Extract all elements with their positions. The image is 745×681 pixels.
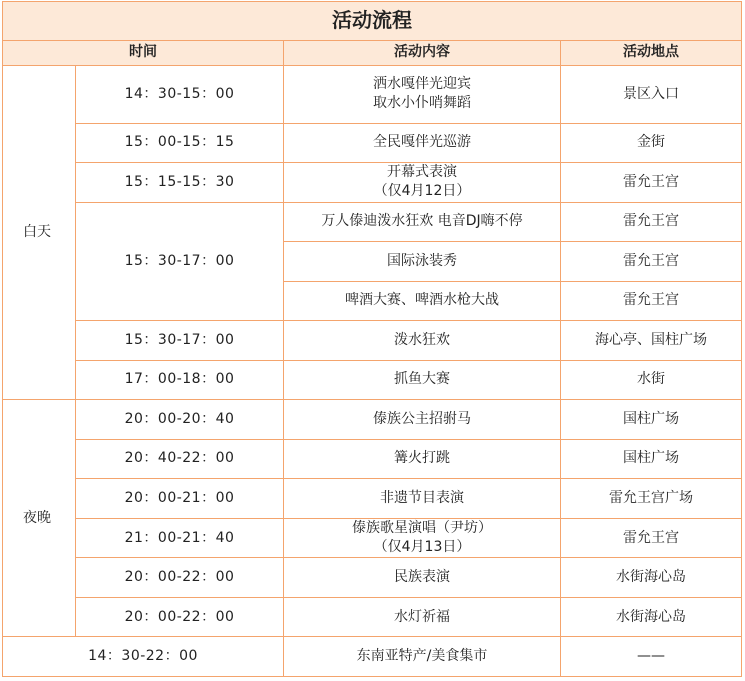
- content-cell: 泼水狂欢: [284, 321, 561, 361]
- location-cell: 国柱广场: [561, 439, 742, 479]
- content-line: 取水小仆哨舞蹈: [373, 95, 471, 112]
- location-cell: 雷允王宫广场: [561, 479, 742, 519]
- table-row: [3, 321, 742, 361]
- content-cell: 国际泳装秀: [284, 242, 561, 282]
- content-line: 开幕式表演: [387, 164, 457, 181]
- time-cell: 15：30-17：00: [76, 321, 284, 361]
- content-cell: [284, 65, 561, 123]
- location-cell: ——: [561, 637, 742, 677]
- location-cell: 雷允王宫: [561, 281, 742, 321]
- time-cell: 20：00-22：00: [76, 597, 284, 637]
- header-location: 活动地点: [561, 40, 742, 65]
- location-cell: 景区入口: [561, 65, 742, 123]
- content-line: （仅4月12日）: [373, 183, 471, 200]
- header-content: 活动内容: [284, 40, 561, 65]
- table-row: [3, 400, 742, 440]
- time-cell: 20：00-20：40: [76, 400, 284, 440]
- time-cell: 20：40-22：00: [76, 439, 284, 479]
- header-time: 时间: [3, 40, 284, 65]
- location-cell: 国柱广场: [561, 400, 742, 440]
- time-cell: 21：00-21：40: [76, 518, 284, 558]
- content-line: （仅4月13日）: [373, 539, 471, 555]
- content-cell: 全民嘎伴光巡游: [284, 123, 561, 163]
- location-cell: 雷允王宫: [561, 163, 742, 203]
- table-row: [3, 479, 742, 519]
- content-cell: [284, 518, 561, 558]
- table-row: [3, 439, 742, 479]
- content-line: 傣族歌星演唱（尹坊）: [352, 520, 492, 536]
- time-cell: 17：00-18：00: [76, 360, 284, 400]
- content-cell: 傣族公主招驸马: [284, 400, 561, 440]
- table-title: 活动流程: [3, 2, 742, 41]
- time-cell: 14：30-22：00: [3, 637, 284, 677]
- location-cell: 雷允王宫: [561, 518, 742, 558]
- content-cell: 啤酒大赛、啤酒水枪大战: [284, 281, 561, 321]
- time-cell: 20：00-22：00: [76, 558, 284, 598]
- content-cell: 篝火打跳: [284, 439, 561, 479]
- table-row: [3, 360, 742, 400]
- table-row: [3, 65, 742, 123]
- table-row: [3, 123, 742, 163]
- time-cell: 15：30-17：00: [76, 202, 284, 321]
- location-cell: 海心亭、国柱广场: [561, 321, 742, 361]
- time-cell: 15：00-15：15: [76, 123, 284, 163]
- table-row: [3, 202, 742, 242]
- content-cell: 抓鱼大赛: [284, 360, 561, 400]
- time-cell: 15：15-15：30: [76, 163, 284, 203]
- period-night: 夜晚: [3, 400, 76, 637]
- location-cell: 水街海心岛: [561, 597, 742, 637]
- time-cell: 20：00-21：00: [76, 479, 284, 519]
- content-line: 洒水嘎伴光迎宾: [373, 76, 471, 93]
- location-cell: 雷允王宫: [561, 202, 742, 242]
- content-cell: 东南亚特产/美食集市: [284, 637, 561, 677]
- table-row: [3, 558, 742, 598]
- location-cell: 水街海心岛: [561, 558, 742, 598]
- content-cell: 民族表演: [284, 558, 561, 598]
- content-cell: [284, 163, 561, 203]
- location-cell: 雷允王宫: [561, 242, 742, 282]
- table-row: [3, 637, 742, 677]
- content-cell: 万人傣迪泼水狂欢 电音DJ嗨不停: [284, 202, 561, 242]
- table-row: [3, 163, 742, 203]
- schedule-table: [2, 1, 742, 677]
- period-day: 白天: [3, 65, 76, 399]
- location-cell: 金街: [561, 123, 742, 163]
- table-row: [3, 518, 742, 558]
- location-cell: 水街: [561, 360, 742, 400]
- content-cell: 水灯祈福: [284, 597, 561, 637]
- content-cell: 非遗节目表演: [284, 479, 561, 519]
- table-row: [3, 597, 742, 637]
- time-cell: 14：30-15：00: [76, 65, 284, 123]
